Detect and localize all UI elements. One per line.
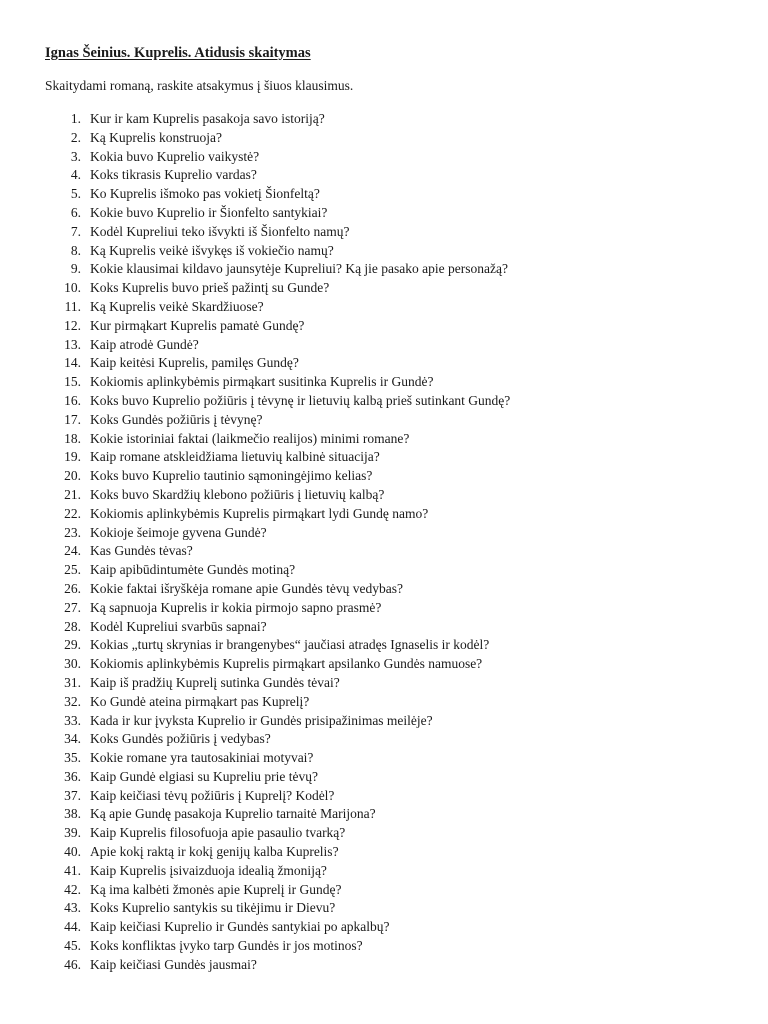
- question-text: Kaip romane atskleidžiama lietuvių kalbinė situacija?: [90, 449, 380, 465]
- question-number: 40.: [64, 844, 81, 860]
- question-text: Kaip Gundė elgiasi su Kupreliu prie tėvų?: [90, 768, 318, 784]
- question-text: Kaip keičiasi Kuprelio ir Gundės santykiai po apkalbų?: [90, 919, 390, 935]
- question-text: Kodėl Kupreliui svarbūs sapnai?: [90, 618, 267, 634]
- question-number: 6.: [70, 204, 81, 220]
- question-number: 28.: [64, 618, 81, 634]
- question-number: 29.: [64, 637, 81, 653]
- question-number: 45.: [64, 938, 81, 954]
- question-text: Koks Kuprelio santykis su tikėjimu ir Dievu?: [90, 900, 336, 916]
- question-text: Kaip Kuprelis įsivaizduoja idealią žmoniją?: [90, 862, 327, 878]
- question-number: 9.: [70, 261, 81, 277]
- question-number: 23.: [64, 524, 81, 540]
- question-text: Kokiomis aplinkybėmis pirmąkart susitinka Kuprelis ir Gundė?: [90, 374, 434, 390]
- question-number: 30.: [64, 656, 81, 672]
- question-number: 14.: [64, 355, 81, 371]
- question-text: Kokie romane yra tautosakiniai motyvai?: [90, 750, 314, 766]
- question-text: Koks konfliktas įvyko tarp Gundės ir jos motinos?: [90, 938, 363, 954]
- question-number: 41.: [64, 862, 81, 878]
- question-text: Kodėl Kupreliui teko išvykti iš Šionfelto namų?: [90, 223, 350, 239]
- question-number: 39.: [64, 825, 81, 841]
- question-text: Kokie istoriniai faktai (laikmečio realijos) minimi romane?: [90, 430, 410, 446]
- question-text: Kur pirmąkart Kuprelis pamatė Gundę?: [90, 317, 305, 333]
- question-text: Kaip Kuprelis filosofuoja apie pasaulio tvarką?: [90, 825, 346, 841]
- question-number: 24.: [64, 543, 81, 559]
- question-text: Ką Kuprelis veikė išvykęs iš vokiečio namų?: [90, 242, 334, 258]
- question-number: 12.: [64, 317, 81, 333]
- question-text: Ką apie Gundę pasakoja Kuprelio tarnaitė Marijona?: [90, 806, 376, 822]
- question-number: 37.: [64, 787, 81, 803]
- question-number: 3.: [70, 148, 81, 164]
- question-text: Koks buvo Skardžių klebono požiūris į lietuvių kalbą?: [90, 486, 385, 502]
- question-text: Koks Kuprelis buvo prieš pažintį su Gunde?: [90, 280, 330, 296]
- question-text: Ko Kuprelis išmoko pas vokietį Šionfeltą?: [90, 186, 320, 202]
- question-text: Kaip atrodė Gundė?: [90, 336, 199, 352]
- question-number: 15.: [64, 374, 81, 390]
- question-text: Kokie buvo Kuprelio ir Šionfelto santykiai?: [90, 204, 328, 220]
- question-number: 11.: [64, 298, 81, 314]
- question-text: Kaip keičiasi tėvų požiūris į Kuprelį? Kodėl?: [90, 787, 335, 803]
- question-text: Ką Kuprelis veikė Skardžiuose?: [90, 298, 264, 314]
- question-number: 16.: [64, 392, 81, 408]
- question-text: Kokiomis aplinkybėmis Kuprelis pirmąkart apsilanko Gundės namuose?: [90, 656, 483, 672]
- question-text: Koks Gundės požiūris į vedybas?: [90, 731, 271, 747]
- question-number: 27.: [64, 599, 81, 615]
- question-number: 33.: [64, 712, 81, 728]
- question-text: Ką Kuprelis konstruoja?: [90, 129, 222, 145]
- question-text: Koks buvo Kuprelio tautinio sąmoningėjimo kelias?: [90, 468, 373, 484]
- question-text: Ką ima kalbėti žmonės apie Kuprelį ir Gundę?: [90, 881, 342, 897]
- question-number: 21.: [64, 486, 81, 502]
- question-number: 20.: [64, 468, 81, 484]
- question-text: Kaip keitėsi Kuprelis, pamilęs Gundę?: [90, 355, 299, 371]
- question-number: 34.: [64, 731, 81, 747]
- question-number: 19.: [64, 449, 81, 465]
- question-number: 44.: [64, 919, 81, 935]
- question-text: Kokioje šeimoje gyvena Gundė?: [90, 524, 267, 540]
- question-number: 43.: [64, 900, 81, 916]
- question-text: Kas Gundės tėvas?: [90, 543, 193, 559]
- question-text: Kaip keičiasi Gundės jausmai?: [90, 956, 257, 972]
- question-number: 8.: [70, 242, 81, 258]
- question-number: 1.: [70, 111, 81, 126]
- question-number: 35.: [64, 750, 81, 766]
- question-number: 10.: [64, 280, 81, 296]
- question-number: 4.: [70, 167, 81, 183]
- question-number: 13.: [64, 336, 81, 352]
- question-number: 32.: [64, 693, 81, 709]
- question-number: 42.: [64, 881, 81, 897]
- question-number: 7.: [70, 223, 81, 239]
- question-number: 38.: [64, 806, 81, 822]
- question-text: Kokiomis aplinkybėmis Kuprelis pirmąkart lydi Gundę namo?: [90, 505, 429, 521]
- question-number: 25.: [64, 562, 81, 578]
- question-number: 26.: [64, 580, 81, 596]
- question-text: Kaip apibūdintumėte Gundės motiną?: [90, 562, 296, 578]
- question-text: Koks tikrasis Kuprelio vardas?: [90, 167, 257, 183]
- question-text: Koks Gundės požiūris į tėvynę?: [90, 411, 263, 427]
- question-number: 46.: [64, 956, 81, 972]
- intro-text: Skaitydami romaną, raskite atsakymus į šiuos klausimus.: [45, 78, 354, 93]
- question-number: 2.: [70, 129, 81, 145]
- question-number: 31.: [64, 674, 81, 690]
- question-number: 22.: [64, 505, 81, 521]
- question-text: Kokia buvo Kuprelio vaikystė?: [90, 148, 260, 164]
- question-number: 5.: [70, 186, 81, 202]
- question-text: Koks buvo Kuprelio požiūris į tėvynę ir lietuvių kalbą prieš sutinkant Gundę?: [90, 392, 511, 408]
- document-title: Ignas Šeinius. Kuprelis. Atidusis skaitymas: [45, 45, 311, 61]
- question-text: Ką sapnuoja Kuprelis ir kokia pirmojo sapno prasmė?: [90, 599, 382, 615]
- question-text: Kaip iš pradžių Kuprelį sutinka Gundės tėvai?: [90, 674, 340, 690]
- question-text: Kada ir kur įvyksta Kuprelio ir Gundės prisipažinimas meilėje?: [90, 712, 433, 728]
- question-number: 17.: [64, 411, 81, 427]
- question-text: Kokias „turtų skrynias ir brangenybes“ jaučiasi atradęs Ignaselis ir kodėl?: [90, 637, 490, 653]
- question-text: Kur ir kam Kuprelis pasakoja savo istoriją?: [90, 111, 325, 126]
- question-number: 36.: [64, 768, 81, 784]
- question-text: Apie kokį raktą ir kokį genijų kalba Kuprelis?: [90, 844, 339, 860]
- question-text: Ko Gundė ateina pirmąkart pas Kuprelį?: [90, 693, 310, 709]
- question-text: Kokie klausimai kildavo jaunsytėje Kupreliui? Ką jie pasako apie personažą?: [90, 261, 508, 277]
- question-text: Kokie faktai išryškėja romane apie Gundės tėvų vedybas?: [90, 580, 404, 596]
- question-number: 18.: [64, 430, 81, 446]
